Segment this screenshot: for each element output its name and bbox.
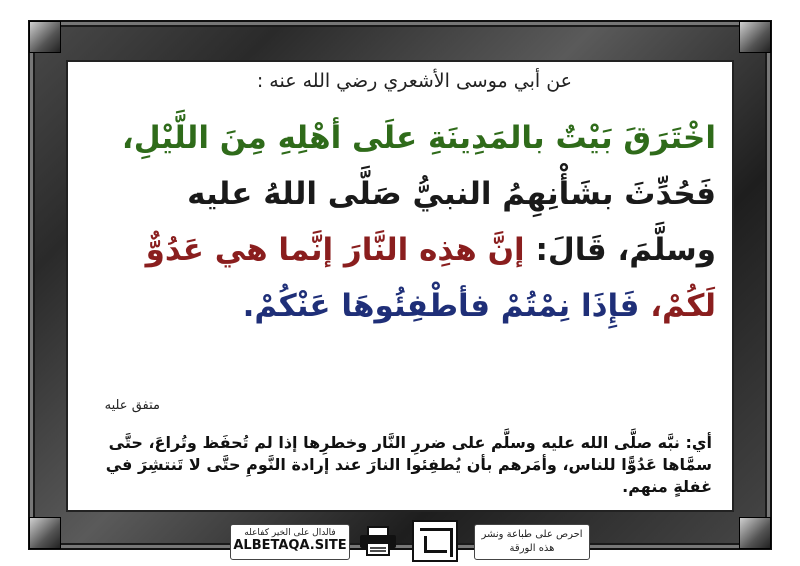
hadith-part-2: فَحُدِّثَ بشَأْنِهِمُ النبيُّ صَلَّى اللهُ عليه وسلَّمَ، قَالَ: — [187, 176, 716, 268]
dawah-logo-icon — [412, 520, 458, 562]
print-note: احرص على طباعة ونشر هذه الورقة — [481, 529, 583, 554]
hadith-explanation: أي: نبَّه صلَّى الله عليه وسلَّم على ضررِ النَّار وخطرِها إذا لم تُحفَظ وتُراعَ، حتَّى سمَّاها عَدُوًّا للناس، وأمَرهم بأن يُطفِئوا النارَ عند إرادة النَّومِ حتَّى لا تَنتشِرَ في غفلةٍ منهم. — [105, 433, 712, 496]
hadith-narrator-line: عن أبي موسى الأشعري رضي الله عنه : — [256, 70, 572, 92]
footer-bar — [230, 524, 706, 562]
hadith-part-4: فَإِذَا نِمْتُمْ فأطْفِئُوهَا عَنْكُمْ. — [242, 288, 640, 324]
metal-frame — [28, 20, 772, 554]
website-url: ALBETAQA.SITE — [233, 538, 347, 553]
print-note-box — [474, 524, 590, 560]
hadith-part-1: اخْتَرَقَ بَيْتٌ بالمَدِينَةِ علَى أهْلِهِ مِنَ اللَّيْلِ، — [121, 120, 716, 156]
frame-corner-ornament — [29, 517, 61, 549]
frame-corner-ornament — [739, 21, 771, 53]
hadith-part-3: إنَّ هذِه النَّارَ إنَّما هي عَدُوٌّ لَكُمْ، — [145, 232, 716, 324]
website-box[interactable] — [230, 524, 350, 560]
content-panel — [66, 60, 734, 554]
website-tagline: فالدال على الخير كفاعله — [244, 528, 336, 538]
printer-icon — [358, 526, 398, 556]
hadith-source: متفق عليه — [104, 398, 160, 413]
hadith-text — [88, 110, 716, 334]
